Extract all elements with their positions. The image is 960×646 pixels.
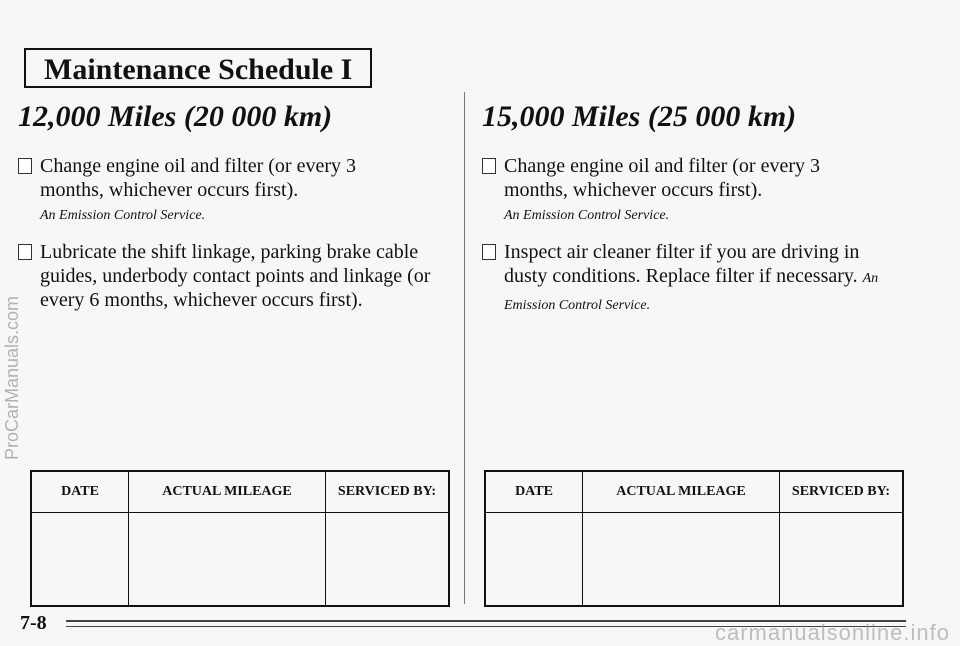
table-header-row: [485, 471, 903, 513]
service-log-table: [484, 470, 904, 607]
table-row: [485, 513, 903, 607]
checkbox[interactable]: [482, 158, 496, 174]
interval-heading-12000: 12,000 Miles (20 000 km): [18, 100, 333, 133]
emission-note: An Emission Control Service.: [504, 271, 879, 313]
mileage-cell[interactable]: [129, 513, 326, 607]
right-column: [482, 100, 912, 332]
emission-note: An Emission Control Service.: [40, 208, 206, 223]
page-number: 7-8: [20, 612, 47, 634]
task-item: [482, 154, 912, 226]
task-item: [18, 154, 448, 226]
column-header-serviced-by: SERVICED BY:: [780, 471, 904, 513]
watermark-text: ProCarManuals.com: [2, 295, 22, 460]
left-column: [18, 100, 448, 326]
mileage-cell[interactable]: [583, 513, 780, 607]
emission-note: An Emission Control Service.: [504, 208, 670, 223]
column-header-mileage: ACTUAL MILEAGE: [583, 471, 780, 513]
footer-watermark: carmanualsonline.info: [714, 620, 950, 645]
column-header-date: DATE: [31, 471, 129, 513]
page-title: Maintenance Schedule I: [24, 48, 372, 88]
column-header-mileage: ACTUAL MILEAGE: [129, 471, 326, 513]
serviced-by-cell[interactable]: [780, 513, 904, 607]
column-header-date: DATE: [485, 471, 583, 513]
date-cell[interactable]: [31, 513, 129, 607]
task-text: Change engine oil and filter (or every 3 months, whichever occurs first). An Emission Control Service.: [504, 154, 844, 226]
column-divider: [464, 92, 465, 604]
checkbox[interactable]: [18, 158, 32, 174]
table-header-row: [31, 471, 449, 513]
date-cell[interactable]: [485, 513, 583, 607]
checkbox[interactable]: [482, 244, 496, 260]
interval-heading-15000: 15,000 Miles (25 000 km): [482, 100, 797, 133]
task-text: Lubricate the shift linkage, parking brake cable guides, underbody contact points and linkage (or every 6 months, whichever occurs first).: [40, 241, 431, 311]
serviced-by-cell[interactable]: [326, 513, 450, 607]
checkbox[interactable]: [18, 244, 32, 260]
table-row: [31, 513, 449, 607]
task-text: Inspect air cleaner filter if you are driving in dusty conditions. Replace filter if necessary. An Emission Control Service.: [504, 241, 879, 313]
column-header-serviced-by: SERVICED BY:: [326, 471, 450, 513]
task-text: Change engine oil and filter (or every 3 months, whichever occurs first). An Emission Control Service.: [40, 154, 370, 226]
task-item: [482, 240, 912, 318]
task-item: [18, 240, 448, 312]
service-log-table: [30, 470, 450, 607]
